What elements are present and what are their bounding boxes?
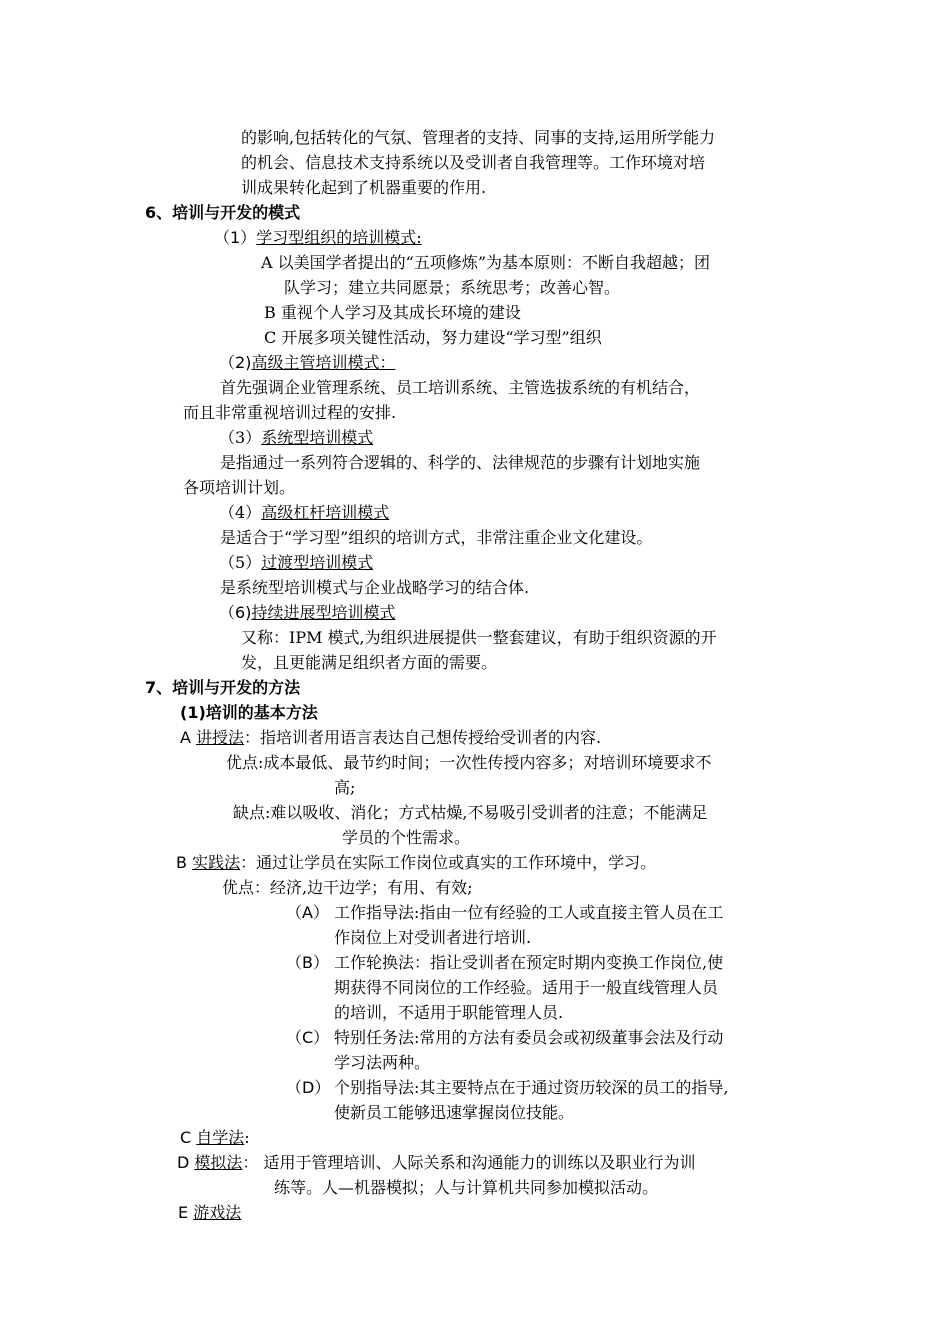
method-line (177, 1151, 696, 1175)
method-name: 游戏法 (193, 1203, 242, 1222)
paragraph-line: 高; (334, 778, 356, 797)
list-item-line: 特别任务法:常用的方法有委员会或初级董事会法及行动 (334, 1028, 724, 1047)
method-letter: B (176, 853, 193, 872)
mode-heading (219, 551, 373, 575)
mode-number: （6) (219, 603, 252, 622)
mode-number: （2) (219, 353, 252, 372)
mode-heading (219, 601, 395, 625)
section-heading: 6、培训与开发的模式 (145, 203, 301, 222)
method-letter: E (178, 1203, 194, 1222)
list-item-line: 的培训，不适用于职能管理人员. (334, 1003, 564, 1022)
list-marker: （C） (286, 1028, 330, 1047)
paragraph-line: 发，且更能满足组织者方面的需要。 (241, 653, 498, 672)
mode-title: 过渡型培训模式 (261, 553, 374, 572)
mode-title: 高级主管培训模式： (251, 353, 396, 372)
list-item-line: 作岗位上对受训者进行培训. (334, 928, 532, 947)
mode-title: 学习型组织的培训模式: (256, 228, 422, 247)
paragraph-line: 是系统型培训模式与企业战略学习的结合体. (220, 578, 530, 597)
list-item-line: 工作轮换法：指让受训者在预定时期内变换工作岗位,使 (334, 953, 724, 972)
paragraph-line: 又称：IPM 模式,为组织进展提供一整套建议，有助于组织资源的开 (241, 628, 717, 647)
method-line (180, 1126, 250, 1150)
method-name: 自学法 (196, 1128, 245, 1147)
mode-number: （3） (219, 428, 262, 447)
method-letter: D (177, 1153, 195, 1172)
mode-heading (214, 226, 422, 250)
method-desc: ：通过让学员在实际工作岗位或真实的工作环境中，学习。 (240, 853, 657, 872)
method-line (176, 851, 656, 875)
paragraph-line: 而且非常重视培训过程的安排. (183, 403, 397, 422)
method-name: 实践法 (192, 853, 241, 872)
mode-number: （5） (219, 553, 262, 572)
method-name: 模拟法 (194, 1153, 243, 1172)
list-marker: （A） (286, 903, 329, 922)
paragraph-line: 是适合于“学习型”组织的培训方式，非常注重企业文化建设。 (220, 528, 653, 547)
paragraph-line: 缺点:难以吸收、消化；方式枯燥,不易吸引受训者的注意；不能满足 (233, 803, 708, 822)
paragraph-line: 的机会、信息技术支持系统以及受训者自我管理等。工作环境对培 (241, 153, 706, 172)
list-item-line: 使新员工能够迅速掌握岗位技能。 (334, 1103, 575, 1122)
list-item-line: 学习法两种。 (334, 1053, 431, 1072)
paragraph-line: B 重视个人学习及其成长环境的建设 (264, 303, 521, 322)
paragraph-line: 优点:成本最低、最节约时间；一次性传授内容多；对培训环境要求不 (226, 753, 712, 772)
section-heading: 7、培训与开发的方法 (145, 678, 301, 697)
list-item-line: 期获得不同岗位的工作经验。适用于一般直线管理人员 (334, 978, 719, 997)
method-desc: : (244, 1128, 250, 1147)
method-name: 讲授法 (196, 728, 245, 747)
paragraph-line: C 开展多项关键性活动，努力建设“学习型”组织 (264, 328, 602, 347)
paragraph-line: 首先强调企业管理系统、员工培训系统、主管选拔系统的有机结合， (220, 378, 701, 397)
mode-number: （4） (219, 503, 262, 522)
method-line (178, 1201, 241, 1225)
mode-title: 系统型培训模式 (261, 428, 374, 447)
list-marker: （D） (286, 1078, 331, 1097)
mode-heading (219, 501, 389, 525)
method-desc: ： 适用于管理培训、人际关系和沟通能力的训练以及职业行为训 (242, 1153, 696, 1172)
paragraph-line: 是指通过一系列符合逻辑的、科学的、法律规范的步骤有计划地实施 (220, 453, 701, 472)
list-marker: （B） (286, 953, 329, 972)
subsection-heading: (1)培训的基本方法 (180, 703, 318, 722)
paragraph-line: 各项培训计划。 (183, 478, 296, 497)
paragraph-line: 的影响,包括转化的气氛、管理者的支持、同事的支持,运用所学能力 (241, 128, 716, 147)
mode-heading (219, 426, 373, 450)
mode-heading (219, 351, 395, 375)
paragraph-line: 优点：经济,边干边学；有用、有效; (222, 878, 473, 897)
method-letter: A (180, 728, 197, 747)
mode-title: 持续进展型培训模式 (251, 603, 396, 622)
paragraph-line: A 以美国学者提出的“五项修炼”为基本原则：不断自我超越；团 (261, 253, 711, 272)
list-item-line: 工作指导法:指由一位有经验的工人或直接主管人员在工 (334, 903, 724, 922)
list-item-line: 个别指导法:其主要特点在于通过资历较深的员工的指导, (334, 1078, 729, 1097)
method-line (180, 726, 601, 750)
paragraph-line: 学员的个性需求。 (342, 828, 471, 847)
paragraph-line: 练等。人—机器模拟；人与计算机共同参加模拟活动。 (274, 1178, 659, 1197)
method-letter: C (180, 1128, 197, 1147)
mode-title: 高级杠杆培训模式 (261, 503, 390, 522)
paragraph-line: 训成果转化起到了机器重要的作用. (241, 178, 487, 197)
method-desc: ：指培训者用语言表达自己想传授给受训者的内容. (244, 728, 602, 747)
paragraph-line: 队学习；建立共同愿景；系统思考；改善心智。 (284, 278, 621, 297)
mode-number: （1） (214, 228, 257, 247)
